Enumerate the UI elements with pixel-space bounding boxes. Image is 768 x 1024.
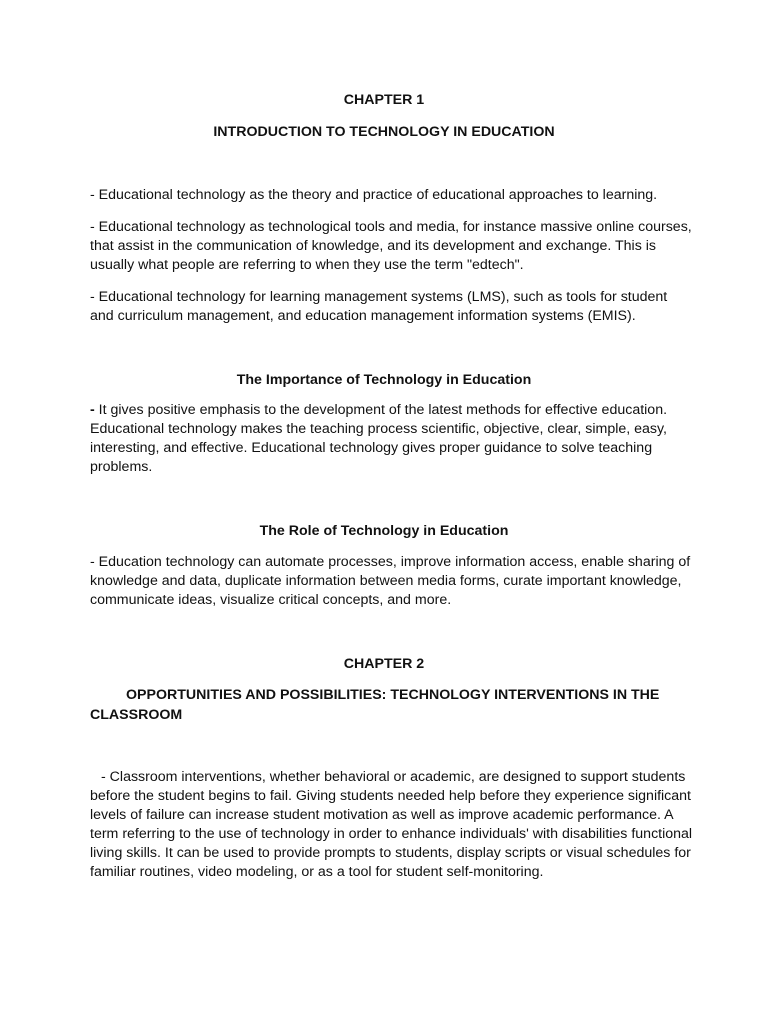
paragraph-line: - Classroom interventions, whether behavioral or academic, are designed to support students: [101, 769, 686, 785]
paragraph-line: communicate ideas, visualize critical concepts, and more.: [90, 592, 452, 608]
paragraph-line: and curriculum management, and education management information systems (EMIS).: [90, 308, 636, 324]
paragraph-line: before the student begins to fail. Giving students needed help before they experience significant: [90, 788, 692, 804]
paragraph-line: levels of failure can increase student motivation as well as improve academic performance. A: [90, 807, 674, 823]
chapter-2-heading: CHAPTER 2: [343, 656, 425, 672]
paragraph-line: living skills. It can be used to provide prompts to students, display scripts or visual schedules for: [90, 845, 691, 861]
bullet-dash: -: [90, 402, 95, 418]
paragraph-line: - Educational technology for learning management systems (LMS), such as tools for student: [90, 289, 668, 305]
paragraph-line: familiar routines, video modeling, or as a tool for student self-monitoring.: [90, 864, 544, 880]
chapter-2-title-line: CLASSROOM: [90, 707, 183, 723]
role-heading: The Role of Technology in Education: [259, 523, 509, 539]
paragraph-line: - Education technology can automate processes, improve information access, enable sharing of: [90, 554, 691, 570]
paragraph-line: usually what people are referring to when they use the term "edtech".: [90, 257, 524, 273]
paragraph-line: - Educational technology as technological tools and media, for instance massive online courses,: [90, 219, 692, 235]
paragraph-line: that assist in the communication of knowledge, and its development and exchange. This is: [90, 238, 656, 254]
chapter-2-title-line: OPPORTUNITIES AND POSSIBILITIES: TECHNOLOGY INTERVENTIONS IN THE: [126, 687, 660, 703]
paragraph-line: problems.: [90, 459, 153, 475]
paragraph-line: knowledge and data, duplicate information between media forms, curate important knowledge,: [90, 573, 682, 589]
paragraph-line: Educational technology makes the teaching process scientific, objective, clear, simple, easy,: [90, 421, 667, 437]
paragraph-line: [90, 401, 667, 420]
chapter-1-title: INTRODUCTION TO TECHNOLOGY IN EDUCATION: [213, 124, 555, 140]
paragraph-line: interesting, and effective. Educational technology gives proper guidance to solve teaching: [90, 440, 653, 456]
paragraph-line: - Educational technology as the theory and practice of educational approaches to learning.: [90, 187, 658, 203]
line-text: It gives positive emphasis to the development of the latest methods for effective education.: [94, 402, 668, 418]
importance-heading: The Importance of Technology in Education: [236, 372, 532, 388]
chapter-1-heading: CHAPTER 1: [343, 92, 425, 108]
paragraph-line: term referring to the use of technology in order to enhance individuals' with disabilities functional: [90, 826, 693, 842]
